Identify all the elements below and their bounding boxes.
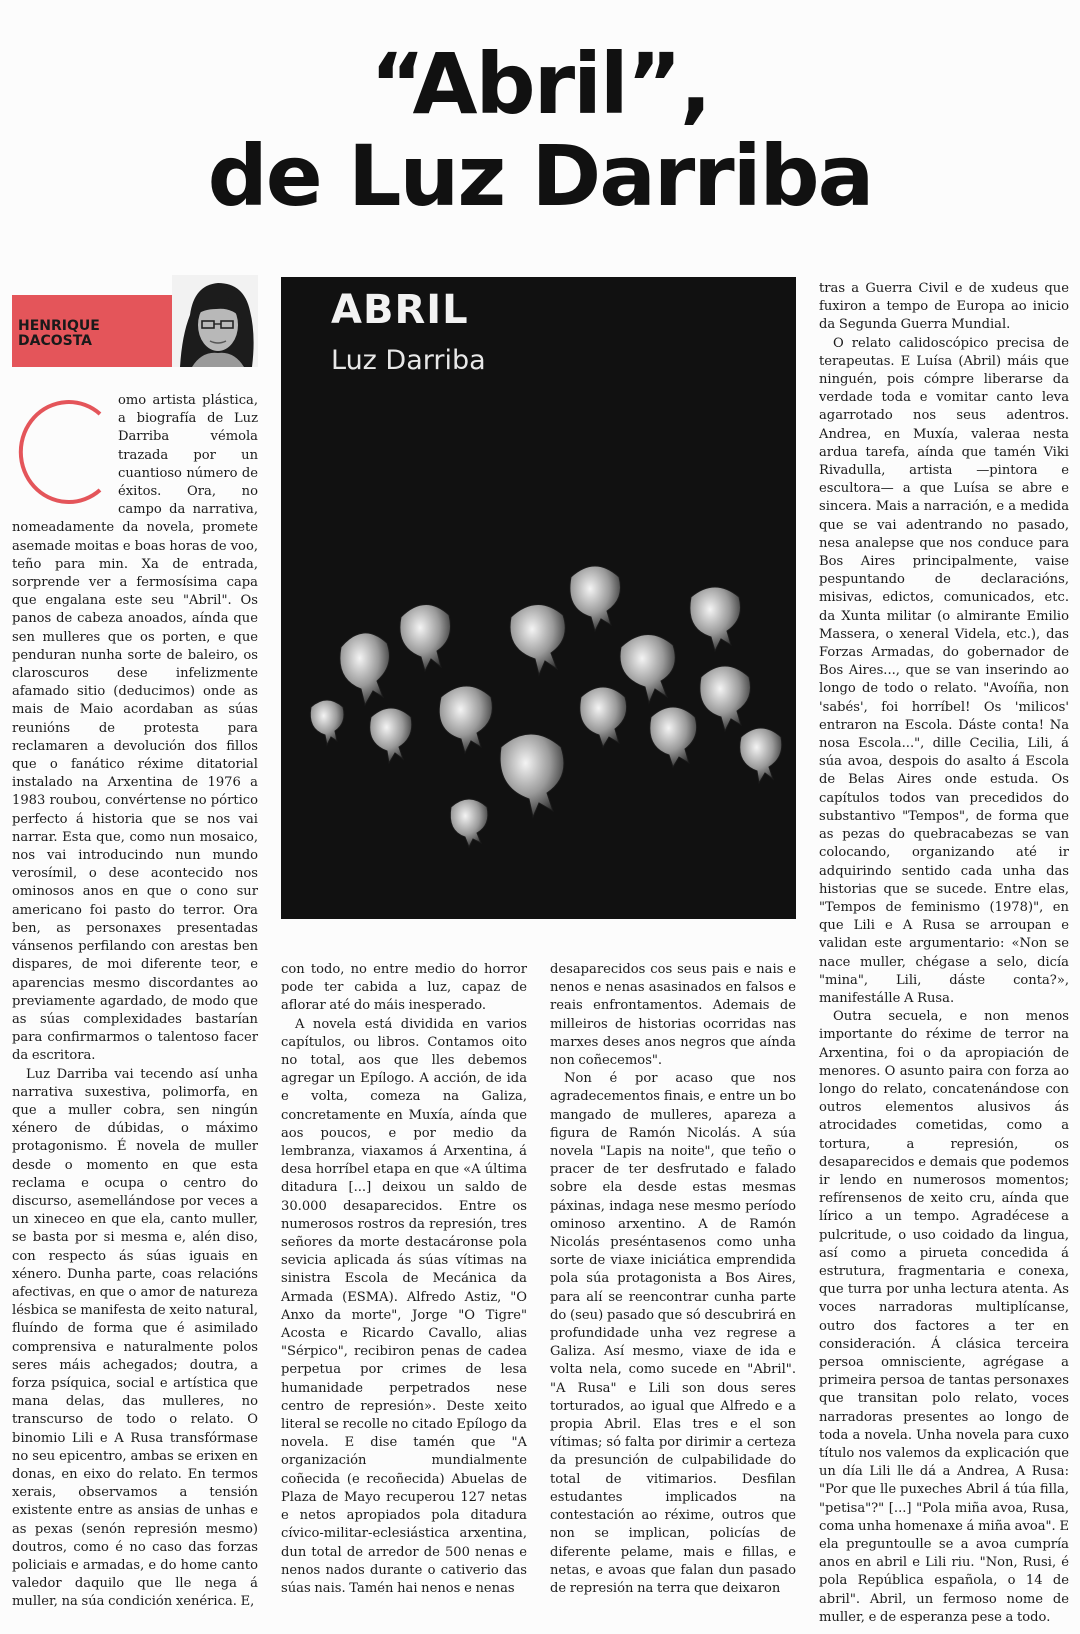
drop-cap-c <box>8 392 112 512</box>
headline-line-2: de Luz Darriba <box>207 127 873 225</box>
article-paragraph: desaparecidos cos seus pais e nais e nenos e nenas asasinados en falsos e reais enfrontamentos. Ademais de milleiros de historias ocorridas nas marxes deses anos negros que aínda non coñecemos". <box>550 962 796 1069</box>
article-paragraph: Luz Darriba vai tecendo así unha narrativa suxestiva, polimorfa, en que a muller cobra, sen ningún xénero de dúbidas, o máximo protagonismo. É novela de muller desde o momento en que esta reclama e ocupa o centro do discurso, asemellándose por veces a un xineceo en que ela, canto muller, se basta por si mesma e, alén diso, con respecto ás súas iguais en xénero. Dunha parte, coas relacións afectivas, en que o amor de natureza lésbica se manifesta de xeito natural, fluíndo de forma que é asimilado comprensiva e naturalmente polos seres máis achegados; doutra, a forza psíquica, social e artística que mana delas, das mulleres, no transcurso de todo o relato. O binomio Lili e A Rusa transfórmase no seu epicentro, ambas se erixen en donas, en eixo do relato. En termos xerais, observamos a tensión existente entre as ansias de unhas e as pexas (senón represión mesmo) doutros, como é no caso das forzas policiais e armadas, e do home canto valedor daquilo que lle nega á muller, na súa condición xenérica. E, <box>12 1066 258 1610</box>
article-paragraph: con todo, no entre medio do horror pode ter cabida a luz, capaz de aflorar até do máis inesperado. <box>281 962 527 1014</box>
article-paragraph: O relato calidoscópico precisa de terapeutas. E Luísa (Abril) máis que ninguén, pois cómpre liberarse da verdade toda e vomitar canto leva agarrotado nos seus adentros. Andrea, en Muxía, valeraa nesta ardua tarefa, aínda que tamén Viki Rivadulla, artista —pintora e escultora— a que Luísa se abre e sincera. Mais a narración, e a medida que se vai adentrando no pasado, nesa analepse que nos conduce para Bos Aires principalmente, vaise pespuntando de declaracións, misivas, edictos, comunicados, etc. da Xunta militar (o almirante Emilio Massera, o xeneral Videla, etc.), das Forzas Armadas, do gobernador de Bos Aires..., que se van inserindo ao longo de todo o relato. "Avoíña, non 'sabés', foi horríbel! Os 'milicos' entraron na Escola. Dáste conta! Na nosa Escola...", dille Cecilia, Lili, á súa avoa, despois do asalto á Escola de Belas Aires onde estuda. Os capítulos todos van precedidos do substantivo "Tempos", de forma que as pezas do quebracabezas se van colocando, organizando até ir adquirindo sentido cada unha das historias que se sucede. Entre elas, "Tempos de feminismo (1978)", en que Lili e A Rusa se arroupan e validan este argumentario: «Non se nace muller, chégase a selo, dicía "mina", Lili, dáste conta?», manifestálle A Rusa. <box>819 335 1069 1006</box>
author-photo <box>172 275 258 367</box>
article-paragraph: omo artista plástica, a biografía de Luz Darriba vémola trazada por un cuantioso número de éxitos. Ora, no campo da narrativa, nomeadamente da novela, promete asemade moitas e boas horas de voo, teño para min. Xa de entrada, sorprende ver a fermosísima capa que engalana este seu "Abril". Os panos de cabeza anoados, aínda que sen mulleres que os porten, e que penduran nunha sorte de baleiro, os claroscuros dese infelizmente afamado sitio (deducimos) onde as mais de Maio acordaban as súas reunións de protesta para reclamaren a devolución dos fillos que o fanático réxime ditatorial instalado na Arxentina de 1976 a 1983 roubou, convértense no pórtico perfecto á historia que se nos vai narrar. Esta que, como nun mosaico, nos vai introducindo nun mundo verosímil, o dese acontecido nos ominosos anos en que o cono sur americano foi pasto do terror. Ora ben, as personaxes presentadas vánsenos perfilando con arestas ben dispares, de moi diferente teor, e aparencias mesmo discordantes ao previamente agardado, de modo que as súas complexidades bastarían para confirmarmos o talentoso facer da escritora. <box>12 393 258 1064</box>
article-column-4 <box>819 280 1069 1627</box>
article-column-3 <box>550 961 796 1598</box>
article-column-2 <box>281 961 527 1598</box>
author-name-last: DACOSTA <box>18 333 93 349</box>
article-paragraph: tras a Guerra Civil e de xudeus que fuxiron a tempo de Europa ao inicio da Segunda Guerra Mundial. <box>819 281 1069 333</box>
book-cover-image <box>281 277 796 919</box>
headscarves-illustration <box>281 417 796 919</box>
author-name <box>18 319 100 349</box>
author-name-first: HENRIQUE <box>18 318 100 334</box>
article-paragraph: Non é por acaso que nos agradecementos finais, e entre un bo mangado de mulleres, apareza a figura de Ramón Nicolás. A súa novela "Lapis na noite", que teño o pracer de ter desfrutado e falado sobre ela desde estas mesmas páxinas, indaga nese mesmo período ominoso arxentino. A de Ramón Nicolás preséntasenos como unha sorte de viaxe iniciática emprendida pola súa protagonista a Bos Aires, para alí se reencontrar cunha parte do (seu) pasado que só descubrirá en profundidade unha vez regrese a Galiza. Así mesmo, viaxe de ida e volta nela, como sucede en "Abril". "A Rusa" e Lili son dous seres torturados, ao igual que Alfredo e a propia Abril. Elas tres e el son vítimas; só falta por dirimir a certeza da presunción de culpabilidade do total de vitimarios. Desfilan estudantes implicados na contestación ao réxime, outros que non se implican, policías de diferente pelame, mais e fillas, e netas, e avoas que falan dun pasado de represión na terra que deixaron <box>550 1071 796 1596</box>
article-paragraph: A novela está dividida en varios capítulos, ou libros. Contamos oito no total, aos que lles debemos agregar un Epílogo. A acción, de ida e volta, comeza na Galiza, concretamente en Muxía, aínda que aos poucos, e por medio da lembranza, viaxamos á Arxentina, á desa horríbel etapa en que «A última ditadura [...] deixou un saldo de 30.000 desaparecidos. Entre os numerosos rostros da represión, tres señores da morte destacáronse pola sevicia aplicada ás súas vítimas na sinistra Escola de Mecánica da Armada (ESMA). Alfredo Astiz, "O Anxo da morte", Jorge "O Tigre" Acosta e Ricardo Cavallo, alias "Sérpico", recibiron penas de cadea perpetua por crimes de lesa humanidade perpetrados nese centro de represión». Deste xeito literal se recolle no citado Epílogo da novela. E dise tamén que "A organización mundialmente coñecida (e recoñecida) Abuelas de Plaza de Mayo recuperou 127 netas e netos apropiados pola ditadura cívico-militar-eclesiástica arxentina, dun total de arredor de 500 nenas e nenos nados durante o cativerio das súas nais. Tamén hai nenos e nenas <box>281 1016 527 1596</box>
headline-line-1: “Abril”, <box>370 35 710 133</box>
headline <box>0 35 1080 225</box>
book-cover-author: Luz Darriba <box>331 345 486 376</box>
book-cover-title: ABRIL <box>331 287 469 333</box>
article-column-1 <box>12 392 258 1612</box>
article-paragraph: Outra secuela, e non menos importante do réxime de terror na Arxentina, foi o da apropiación de menores. O asunto paira con forza ao longo do relato, concatenándose con outros elementos alusivos ás atrocidades cometidas, como a tortura, a represión, os desaparecidos e demais que podemos ir lendo en numerosos momentos; refírensenos de xeito cru, aínda que lírico a un tempo. Agradécese a pulcritude, o uso coidado da lingua, así como a pirueta concedida á estrutura, fragmentaria e conexa, que turra por unha lectura atenta. As voces narradoras multiplícanse, outro dos factores a ter en consideración. Á clásica terceira persoa omnisciente, agrégase a primeira persoa de tantas personaxes que transitan polo relato, voces narradoras presentes ao longo de toda a novela. Unha novela para cuxo título nos valemos da explicación que un día Lili lle dá a Andrea, A Rusa: "Por que lle puxeches Abril á túa filla, "petisa"?" [...] "Pola miña avoa, Rusa, coma unha homenaxe á miña avoa". E ela preguntoulle se a avoa cumpría anos en abril e Lili riu. "Non, Rusi, é pola República española, o 14 de abril". Abril, un fermoso nome de muller, e de esperanza pese a todo. <box>819 1009 1069 1625</box>
